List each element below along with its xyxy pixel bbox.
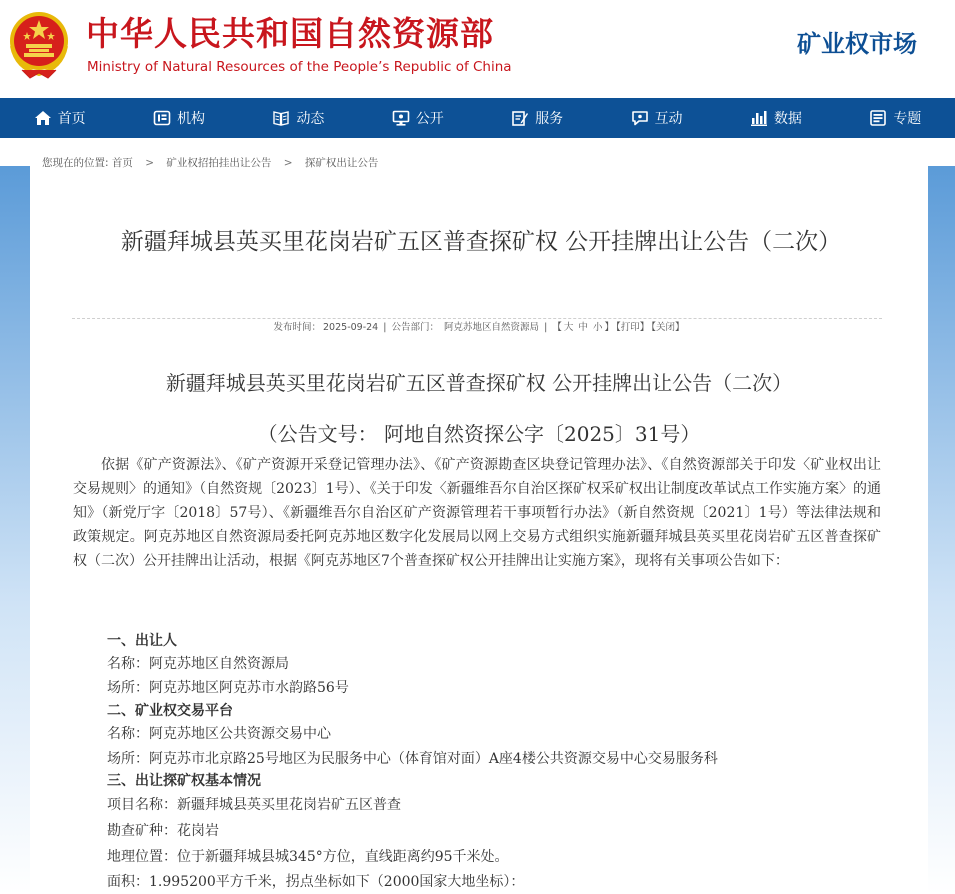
list-icon bbox=[869, 109, 887, 127]
home-icon bbox=[34, 109, 52, 127]
background-gradient-right bbox=[928, 166, 955, 894]
title-divider bbox=[72, 318, 882, 319]
breadcrumb-auction-notices-link[interactable]: 矿业权招拍挂出让公告 bbox=[166, 157, 272, 169]
nav-label: 公开 bbox=[415, 111, 444, 127]
nav-label: 服务 bbox=[535, 111, 564, 127]
article-title: 新疆拜城县英买里花岗岩矿五区普查探矿权 公开挂牌出让公告（二次） bbox=[120, 229, 842, 255]
site-header bbox=[0, 0, 955, 98]
geographic-location: 地理位置：位于新疆拜城县城345°方位，直线距离约95千米处。 bbox=[107, 849, 509, 865]
nav-item-data[interactable] bbox=[716, 98, 835, 138]
nav-label: 数据 bbox=[773, 111, 802, 127]
background-gradient-left bbox=[0, 166, 30, 894]
section-heading-transferor: 一、出让人 bbox=[107, 633, 177, 649]
nav-item-org[interactable] bbox=[119, 98, 238, 138]
nav-label: 互动 bbox=[654, 111, 683, 127]
transferor-location: 场所：阿克苏地区阿克苏市水韵路56号 bbox=[107, 680, 349, 696]
font-size-large-button[interactable]: 大 bbox=[563, 322, 574, 333]
section-heading-platform: 二、矿业权交易平台 bbox=[107, 703, 233, 719]
department: 阿克苏地区自然资源局 bbox=[444, 322, 540, 333]
close-button[interactable]: 【关闭】 bbox=[651, 322, 685, 333]
mineral-type: 勘查矿种：花岗岩 bbox=[107, 823, 219, 839]
nav-item-topics[interactable] bbox=[836, 98, 955, 138]
nav-item-service[interactable] bbox=[478, 98, 597, 138]
bar-chart-icon bbox=[750, 109, 768, 127]
article-panel bbox=[30, 176, 928, 894]
nav-label: 机构 bbox=[177, 111, 206, 127]
section-title-mining-market[interactable]: 矿业权市场 bbox=[797, 30, 917, 58]
meta-separator: | bbox=[383, 322, 387, 333]
intro-paragraph: 依据《矿产资源法》、《矿产资源开采登记管理办法》、《矿产资源勘查区块登记管理办法》、《自然资源部关于印发〈矿业权出让交易规则〉的通知》（自然资规〔2023〕1号）、《关于印发〈新疆维吾尔自治区探矿权采矿权出让制度改革试点工作实施方案〉的通知》（新党厅字〔2018〕57号）、《新疆维吾尔自治区矿产资源管理若干事项暂行办法》（新自然资规〔2021〕1号）等法律法规和政策规定。阿克苏地区自然资源局委托阿克苏地区数字化发展局以网上交易方式组织实施新疆拜城县英买里花岗岩矿五区普查探矿权（二次）公开挂牌出让活动，根据《阿克苏地区7个普查探矿权公开挂牌出让实施方案》，现将有关事项公告如下： bbox=[73, 457, 881, 569]
nav-item-home[interactable] bbox=[0, 98, 119, 138]
nav-label: 专题 bbox=[893, 111, 922, 127]
document-number: （公告文号： 阿地自然资探公字〔2025〕31号） bbox=[257, 422, 701, 446]
nav-item-interact[interactable] bbox=[597, 98, 716, 138]
ministry-title-cn: 中华人民共和国自然资源部 bbox=[86, 14, 494, 53]
section-heading-basic-info: 三、出让探矿权基本情况 bbox=[107, 773, 261, 789]
font-size-bracket: 】 bbox=[604, 322, 614, 333]
main-nav bbox=[0, 98, 955, 138]
national-emblem-logo bbox=[8, 10, 70, 80]
font-size-medium-button[interactable]: 中 bbox=[578, 322, 588, 333]
org-icon bbox=[153, 109, 171, 127]
platform-location: 场所：阿克苏市北京路25号地区为民服务中心（体育馆对面）A座4楼公共资源交易中心交易服务科 bbox=[107, 751, 718, 767]
print-button[interactable]: 【打印】 bbox=[615, 322, 650, 333]
breadcrumb-prefix: 您现在的位置: bbox=[42, 157, 109, 169]
content-title: 新疆拜城县英买里花岗岩矿五区普查探矿权 公开挂牌出让公告（二次） bbox=[165, 371, 793, 395]
ministry-title-en: Ministry of Natural Resources of the People’s Republic of China bbox=[87, 59, 512, 75]
breadcrumb-home-link[interactable]: 首页 bbox=[111, 157, 133, 169]
department-label: 公告部门： bbox=[391, 322, 440, 333]
platform-name: 名称：阿克苏地区公共资源交易中心 bbox=[107, 726, 331, 742]
publish-date-label: 发布时间： bbox=[273, 322, 322, 333]
nav-item-public[interactable] bbox=[358, 98, 477, 138]
publish-date: 2025-09-24 bbox=[323, 322, 379, 333]
nav-item-news[interactable] bbox=[239, 98, 358, 138]
font-size-bracket: 【 bbox=[552, 322, 562, 333]
chat-icon bbox=[631, 109, 649, 127]
project-name: 项目名称：新疆拜城县英买里花岗岩矿五区普查 bbox=[107, 797, 401, 813]
font-size-small-button[interactable]: 小 bbox=[592, 322, 603, 333]
breadcrumb-exploration-notices-link[interactable]: 探矿权出让公告 bbox=[304, 157, 379, 169]
nav-label: 首页 bbox=[57, 111, 86, 127]
edit-icon bbox=[511, 109, 529, 127]
article-meta bbox=[30, 321, 928, 335]
meta-separator: | bbox=[544, 322, 548, 333]
breadcrumb-separator: > bbox=[283, 157, 293, 169]
breadcrumb bbox=[42, 155, 378, 171]
transferor-name: 名称：阿克苏地区自然资源局 bbox=[107, 656, 289, 672]
nav-label: 动态 bbox=[296, 111, 325, 127]
monitor-icon bbox=[392, 109, 410, 127]
area-info: 面积：1.995200平方千米，拐点坐标如下（2000国家大地坐标）： bbox=[107, 874, 525, 890]
breadcrumb-separator: > bbox=[145, 157, 155, 169]
book-icon bbox=[272, 109, 290, 127]
